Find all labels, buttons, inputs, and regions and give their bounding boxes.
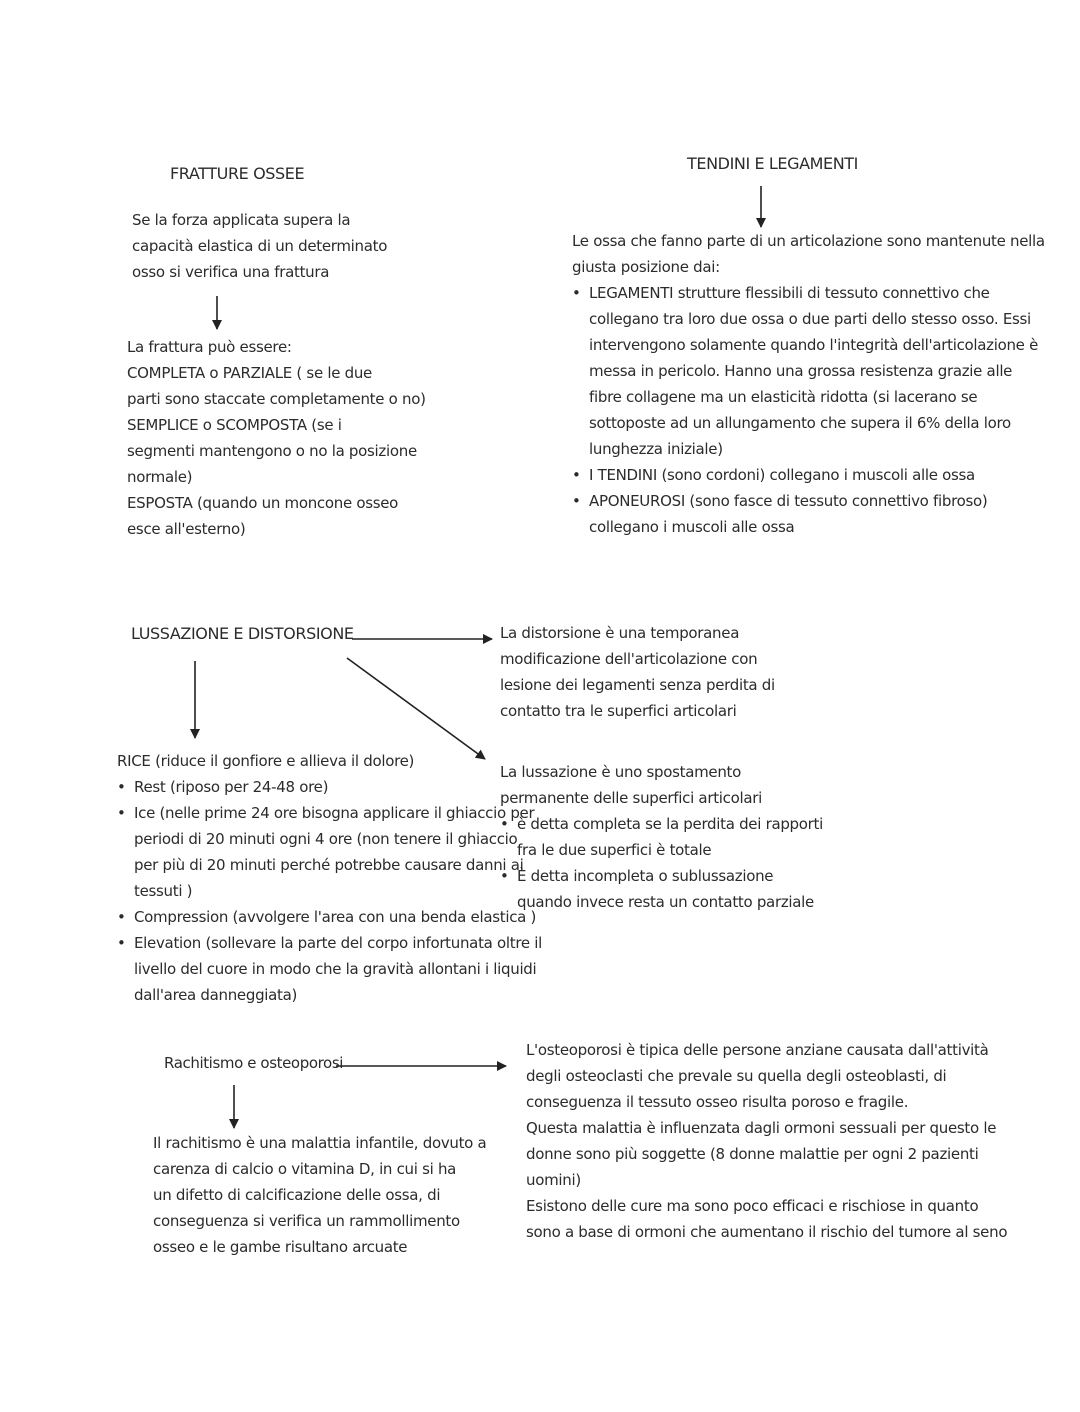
distorsione-line: La distorsione è una temporanea xyxy=(500,624,740,642)
list-item-line: • Elevation (sollevare la parte del corpo infortunata oltre il xyxy=(134,934,543,952)
lussazione-title: LUSSAZIONE E DISTORSIONE xyxy=(131,624,354,643)
list-item-line: collegano tra loro due ossa o due parti dello stesso osso. Essi xyxy=(589,310,1031,328)
fratture-types-line: ESPOSTA (quando un moncone osseo xyxy=(127,494,399,512)
fratture-intro xyxy=(132,207,387,285)
lussazione-line: permanente delle superfici articolari xyxy=(500,789,762,807)
rachitismo-line: conseguenza si verifica un rammollimento xyxy=(153,1212,460,1230)
fratture-intro-line: Se la forza applicata supera la xyxy=(132,211,351,229)
list-item-line: tessuti ) xyxy=(134,882,193,900)
list-item-line: fibre collagene ma un elasticità ridotta (si lacerano se xyxy=(589,388,978,406)
list-item-line: livello del cuore in modo che la gravità allontani i liquidi xyxy=(134,960,537,978)
list-item-compression xyxy=(117,904,542,930)
list-item-incompleta xyxy=(500,863,823,915)
osteoporosi-text xyxy=(526,1037,1007,1245)
distorsione-line: lesione dei legamenti senza perdita di xyxy=(500,676,775,694)
fratture-types-line: parti sono staccate completamente o no) xyxy=(127,390,426,408)
distorsione-text xyxy=(500,620,775,724)
lussazione-list xyxy=(500,811,823,915)
list-item-line: • Ice (nelle prime 24 ore bisogna applicare il ghiaccio per xyxy=(134,804,535,822)
tendini-intro-line: giusta posizione dai: xyxy=(572,258,720,276)
list-item-line: lunghezza iniziale) xyxy=(589,440,723,458)
fratture-intro-line: capacità elastica di un determinato xyxy=(132,237,388,255)
distorsione-line: contatto tra le superfici articolari xyxy=(500,702,737,720)
fratture-types-line: normale) xyxy=(127,468,193,486)
fratture-types-line: La frattura può essere: xyxy=(127,338,292,356)
list-item-line: quando invece resta un contatto parziale xyxy=(517,893,814,911)
fratture-types-line: COMPLETA o PARZIALE ( se le due xyxy=(127,364,372,382)
rachitismo-line: un difetto di calcificazione delle ossa, di xyxy=(153,1186,441,1204)
osteoporosi-line: Questa malattia è influenzata dagli ormoni sessuali per questo le xyxy=(526,1119,997,1137)
osteoporosi-line: Esistono delle cure ma sono poco efficaci e rischiose in quanto xyxy=(526,1197,979,1215)
distorsione-line: modificazione dell'articolazione con xyxy=(500,650,758,668)
tendini-list xyxy=(572,280,1045,540)
fratture-intro-line: osso si verifica una frattura xyxy=(132,263,330,281)
lussazione-text xyxy=(500,759,823,915)
fratture-types-line: SEMPLICE o SCOMPOSTA (se i xyxy=(127,416,342,434)
list-item-completa xyxy=(500,811,823,863)
lussazione-line: La lussazione è uno spostamento xyxy=(500,763,741,781)
rice-text xyxy=(117,748,542,1008)
fratture-types xyxy=(127,334,426,542)
arrow-lussazione-diagonal xyxy=(347,658,485,759)
list-item-tendini xyxy=(572,462,1045,488)
list-item-elevation xyxy=(117,930,542,1008)
list-item-line: • I TENDINI (sono cordoni) collegano i muscoli alle ossa xyxy=(589,466,975,484)
list-item-line: • Rest (riposo per 24-48 ore) xyxy=(134,778,329,796)
list-item-line: dall'area danneggiata) xyxy=(134,986,298,1004)
list-item-rest xyxy=(117,774,542,800)
rachitismo-line: carenza di calcio o vitamina D, in cui si ha xyxy=(153,1160,457,1178)
list-item-ice xyxy=(117,800,542,904)
list-item-line: • Compression (avvolgere l'area con una benda elastica ) xyxy=(134,908,537,926)
tendini-intro-line: Le ossa che fanno parte di un articolazione sono mantenute nella xyxy=(572,232,1045,250)
fratture-types-line: esce all'esterno) xyxy=(127,520,246,538)
rachitismo-title: Rachitismo e osteoporosi xyxy=(164,1054,343,1072)
list-item-line: intervengono solamente quando l'integrità dell'articolazione è xyxy=(589,336,1039,354)
list-item-line: • LEGAMENTI strutture flessibili di tessuto connettivo che xyxy=(589,284,990,302)
fratture-types-line: segmenti mantengono o no la posizione xyxy=(127,442,417,460)
osteoporosi-line: donne sono più soggette (8 donne malattie per ogni 2 pazienti xyxy=(526,1145,979,1163)
rice-title: RICE (riduce il gonfiore e allieva il dolore) xyxy=(117,752,415,770)
rachitismo-line: Il rachitismo è una malattia infantile, dovuto a xyxy=(153,1134,487,1152)
list-item-line: • APONEUROSI (sono fasce di tessuto connettivo fibroso) xyxy=(589,492,988,510)
rachitismo-text xyxy=(153,1130,486,1260)
list-item-line: collegano i muscoli alle ossa xyxy=(589,518,795,536)
list-item-line: periodi di 20 minuti ogni 4 ore (non tenere il ghiaccio xyxy=(134,830,518,848)
list-item-line: per più di 20 minuti perché potrebbe causare danni ai xyxy=(134,856,524,874)
fratture-title: FRATTURE OSSEE xyxy=(170,164,305,183)
list-item-line: messa in pericolo. Hanno una grossa resistenza grazie alle xyxy=(589,362,1013,380)
osteoporosi-line: degli osteoclasti che prevale su quella degli osteoblasti, di xyxy=(526,1067,947,1085)
list-item-line: • è detta completa se la perdita dei rapporti xyxy=(517,815,823,833)
list-item-line: sottoposte ad un allungamento che supera il 6% della loro xyxy=(589,414,1011,432)
list-item-line: • È detta incompleta o sublussazione xyxy=(517,867,774,885)
list-item-aponeurosi xyxy=(572,488,1045,540)
list-item-line: fra le due superfici è totale xyxy=(517,841,712,859)
tendini-text xyxy=(572,228,1045,540)
osteoporosi-line: sono a base di ormoni che aumentano il rischio del tumore al seno xyxy=(526,1223,1008,1241)
osteoporosi-line: L'osteoporosi è tipica delle persone anziane causata dall'attività xyxy=(526,1041,989,1059)
osteoporosi-line: conseguenza il tessuto osseo risulta poroso e fragile. xyxy=(526,1093,909,1111)
tendini-title: TENDINI E LEGAMENTI xyxy=(687,154,859,173)
osteoporosi-line: uomini) xyxy=(526,1171,581,1189)
rachitismo-line: osseo e le gambe risultano arcuate xyxy=(153,1238,408,1256)
rice-list xyxy=(117,774,542,1008)
list-item-legamenti xyxy=(572,280,1045,462)
